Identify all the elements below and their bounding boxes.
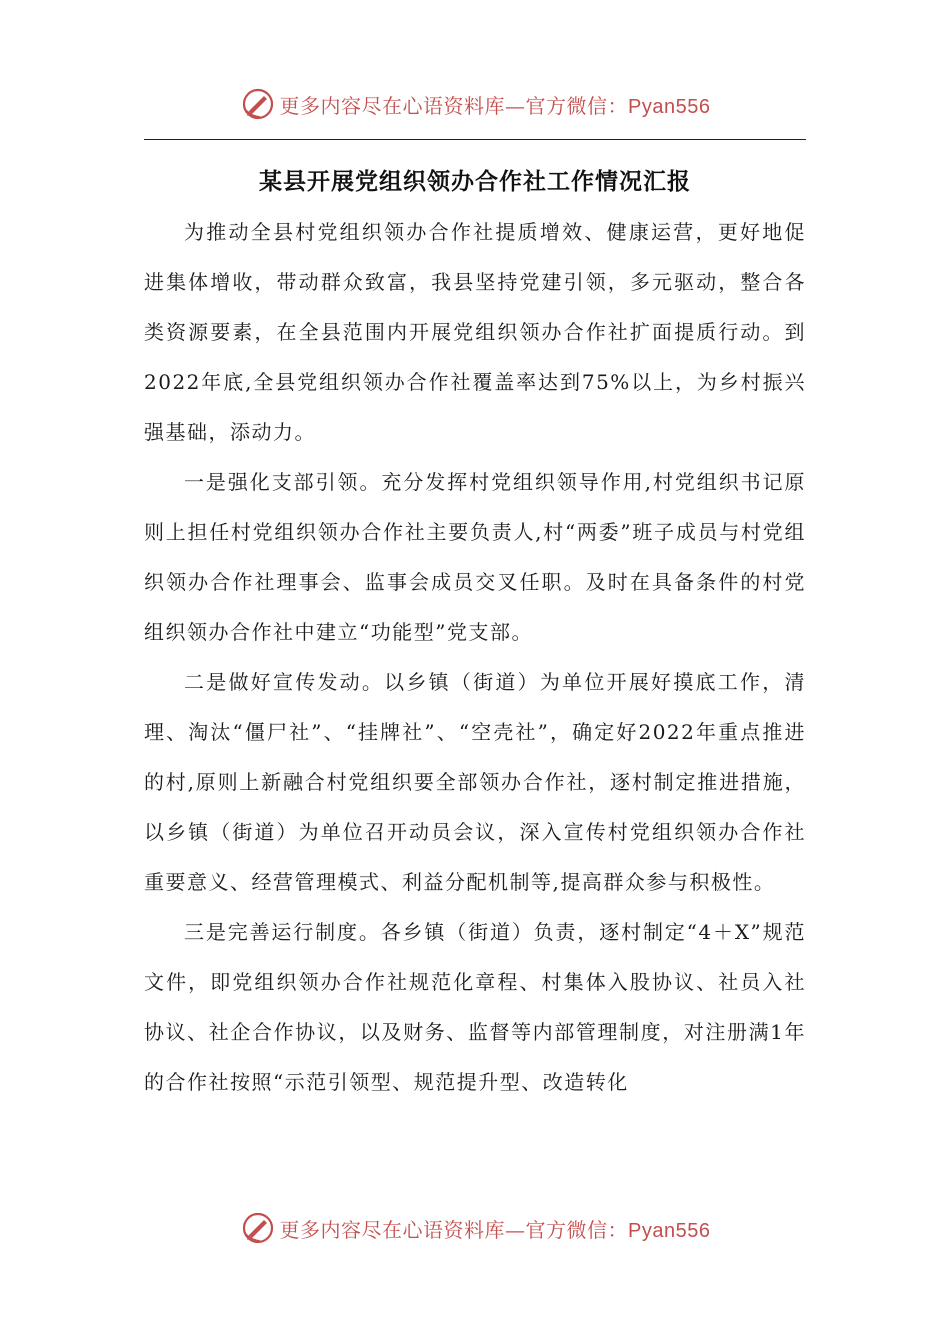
header-divider <box>144 139 806 140</box>
paragraph-branch-leadership: 一是强化支部引领。充分发挥村党组织领导作用,村党组织书记原则上担任村党组织领办合作社主要负责人,村“两委”班子成员与村党组织领办合作社理事会、监事会成员交叉任职。及时在具备条件的村党组织领办合作社中建立“功能型”党支部。 <box>144 470 806 644</box>
paragraph-operating-system: 三是完善运行制度。各乡镇（街道）负责，逐村制定“4＋X”规范文件，即党组织领办合作社规范化章程、村集体入股协议、社员入社协议、社企合作协议，以及财务、监督等内部管理制度，对注册满1年的合作社按照“示范引领型、规范提升型、改造转化 <box>144 920 806 1094</box>
watermark-main-text: 更多内容尽在心语资料库—官方微信： <box>279 93 629 118</box>
wechat-id-text: Pyan556 <box>628 95 711 118</box>
watermark-text <box>280 1214 711 1243</box>
header-watermark-banner <box>0 84 950 124</box>
pen-circle-logo-icon <box>240 1210 276 1246</box>
paragraph-publicity: 二是做好宣传发动。以乡镇（街道）为单位开展好摸底工作，清理、淘汰“僵尸社”、“挂牌社”、“空壳社”，确定好2022年重点推进的村,原则上新融合村党组织要全部领办合作社，逐村制定推进措施，以乡镇（街道）为单位召开动员会议，深入宣传村党组织领办合作社重要意义、经营管理模式、利益分配机制等,提高群众参与积极性。 <box>144 670 806 894</box>
watermark-main-text: 更多内容尽在心语资料库—官方微信： <box>279 1217 629 1242</box>
watermark-text <box>280 90 711 119</box>
pen-circle-logo-icon <box>240 86 276 122</box>
document-body <box>144 207 806 1107</box>
wechat-id-text: Pyan556 <box>628 1219 711 1242</box>
footer-watermark-banner <box>0 1208 950 1248</box>
paragraph-intro: 为推动全县村党组织领办合作社提质增效、健康运营，更好地促进集体增收，带动群众致富，我县坚持党建引领，多元驱动，整合各类资源要素，在全县范围内开展党组织领办合作社扩面提质行动。到2022年底,全县党组织领办合作社覆盖率达到75%以上，为乡村振兴强基础，添动力。 <box>144 220 806 444</box>
document-title: 某县开展党组织领办合作社工作情况汇报 <box>259 168 691 195</box>
